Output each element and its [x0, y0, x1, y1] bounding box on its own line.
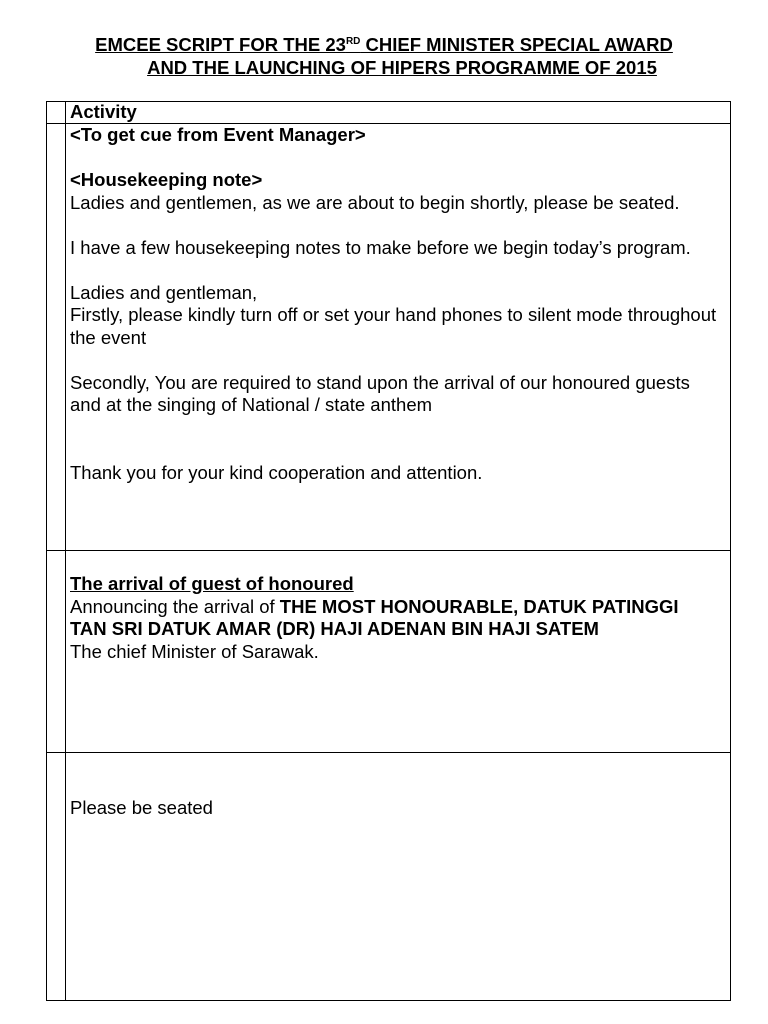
row-divider-2 [46, 752, 731, 753]
table-border-right [730, 101, 731, 1001]
arrival-heading: The arrival of guest of honoured [70, 573, 354, 594]
table-row [70, 573, 717, 663]
event-cue: <To get cue from Event Manager> [70, 124, 366, 145]
row-divider-1 [46, 550, 731, 551]
title-line-1: EMCEE SCRIPT FOR THE 23RD CHIEF MINISTER SPECIAL AWARD [95, 34, 673, 55]
guest-name: THE MOST HONOURABLE, DATUK PATINGGI TAN SRI DATUK AMAR (DR) HAJI ADENAN BIN HAJI SATEM [70, 595, 679, 639]
table-border-bottom [46, 1000, 731, 1001]
column-divider [65, 101, 66, 1001]
title-line-2: AND THE LAUNCHING OF HIPERS PROGRAMME OF 2015 [147, 57, 657, 78]
table-header [70, 101, 717, 124]
paragraph-housekeeping-intro: I have a few housekeeping notes to make before we begin today’s program. [70, 236, 691, 258]
script-table [46, 101, 731, 1001]
guest-role: The chief Minister of Sarawak. [70, 640, 319, 662]
paragraph-seated: Ladies and gentlemen, as we are about to begin shortly, please be seated. [70, 191, 680, 213]
paragraph-salutation: Ladies and gentleman, [70, 281, 258, 303]
paragraph-phones: Firstly, please kindly turn off or set your hand phones to silent mode throughout the event [70, 304, 717, 348]
paragraph-stand: Secondly, You are required to stand upon the arrival of our honoured guests and at the singing of National / state anthem [70, 371, 690, 415]
document-title [0, 33, 768, 79]
paragraph-thanks: Thank you for your kind cooperation and attention. [70, 461, 483, 483]
table-row [70, 124, 717, 484]
arrival-announcement: Announcing the arrival of THE MOST HONOURABLE, DATUK PATINGGI TAN SRI DATUK AMAR (DR) HAJI ADENAN BIN HAJI SATEM [70, 595, 679, 639]
table-row [70, 797, 717, 820]
please-be-seated: Please be seated [70, 797, 213, 818]
activity-header: Activity [70, 101, 137, 122]
ordinal-superscript: RD [345, 36, 361, 47]
housekeeping-heading: <Housekeeping note> [70, 169, 263, 190]
table-border-left [46, 101, 47, 1001]
